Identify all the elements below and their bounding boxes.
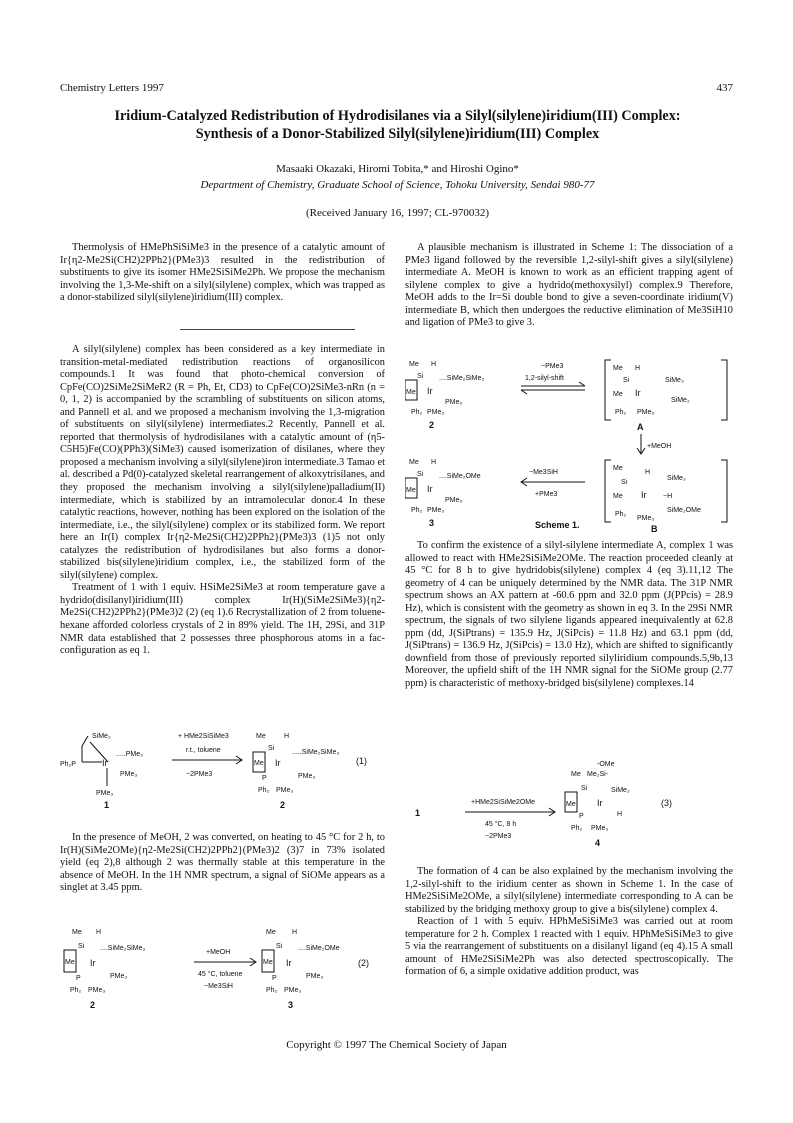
scheme-me-label: Me	[409, 459, 419, 466]
eq2-conditions: 45 °C, toluene	[198, 971, 243, 978]
scheme-ir-label: Ir	[641, 490, 647, 500]
eq1-number: (1)	[356, 756, 367, 766]
scheme-intermediate-b: B	[651, 524, 658, 534]
eq1-pme3-label: PMe₃	[276, 787, 294, 794]
scheme-si-label: Si	[417, 373, 424, 380]
scheme-bracket-a-left	[605, 360, 611, 420]
journal-name: Chemistry Letters 1997	[60, 82, 164, 94]
eq1-h-label: H	[284, 733, 290, 740]
scheme-me-label: Me	[613, 493, 623, 500]
scheme-ph2-label: Ph₂	[411, 507, 423, 514]
eq1-reagent: + HMe2SiSiMe3	[178, 733, 229, 740]
eq3-pme3-label: PMe₃	[591, 825, 609, 832]
scheme-ir-label: Ir	[635, 388, 641, 398]
eq2-si-label: Si	[276, 943, 283, 950]
eq1-conditions: r.t., toluene	[186, 747, 221, 754]
eq2-me-label: Me	[266, 929, 276, 936]
eq2-ph2-label: Ph₂	[266, 987, 278, 994]
scheme-si-label: Si	[623, 377, 630, 384]
scheme-si-label: Si	[621, 479, 628, 486]
eq2-h-label: H	[96, 929, 102, 936]
scheme-ph2-label: Ph₂	[411, 409, 423, 416]
eq2-pme3-label: PMe₃	[284, 987, 302, 994]
equation-3	[405, 758, 735, 858]
scheme-h-label: −H	[663, 493, 673, 500]
eq1-ir-label: Ir	[275, 758, 281, 768]
scheme-sime2ome-label: SiMe₂OMe	[667, 507, 701, 514]
eq1-me-label: Me	[254, 760, 264, 767]
eq2-me-label: Me	[263, 959, 273, 966]
authors: Masaaki Okazaki, Hiromi Tobita,* and Hiroshi Ogino*	[276, 163, 519, 175]
equation-1	[60, 728, 390, 824]
scheme-compound-2: 2	[429, 420, 435, 430]
scheme-me-label: Me	[409, 361, 419, 368]
eq1-loss: −2PMe3	[186, 771, 213, 778]
scheme-arrowhead	[579, 382, 585, 386]
equation-2	[60, 924, 390, 1034]
eq2-me-label: Me	[72, 929, 82, 936]
eq1-pme3-label: PMe₃	[298, 773, 316, 780]
scheme-h-label: H	[645, 469, 651, 476]
eq1-compound-2: 2	[280, 800, 286, 810]
eq2-h-label: H	[292, 929, 298, 936]
eq3-me2si-label: Me₂Si-	[587, 771, 608, 778]
left-paragraph-3: In the presence of MeOH, 2 was converted, on heating to 45 °C for 2 h, to Ir(H)(SiMe2OMe){η2-Me2Si(CH2)2PPh2}(PMe3)2 (3)7 in 73% isolated yield (eq 2),8 although 2 was thermally stable at this temperature in the absence of MeOH. In the 1H NMR spectrum, a signal of SiOMe appears as a singlet at 3.45 ppm.	[60, 832, 385, 894]
scheme-1	[405, 356, 735, 534]
scheme-arrowhead	[521, 390, 527, 394]
eq1-ph2-label: Ph₂	[258, 787, 270, 794]
right-column-body-3	[405, 866, 733, 979]
eq2-pme3-label: PMe₃	[88, 987, 106, 994]
eq3-number: (3)	[661, 798, 672, 808]
eq1-pme3-label: PMe₃	[120, 771, 138, 778]
eq1-me-label: Me	[256, 733, 266, 740]
scheme-bracket-a-right	[721, 360, 727, 420]
eq2-ir-label: Ir	[90, 958, 96, 968]
eq1-ir-label: Ir	[102, 758, 108, 768]
eq3-ome-label: -OMe	[597, 761, 615, 768]
scheme-minus-pme3: −PMe3	[541, 363, 564, 370]
scheme-me-label: Me	[406, 389, 416, 396]
scheme-me-label: Me	[613, 465, 623, 472]
scheme-compound-3: 3	[429, 518, 435, 528]
eq2-sime2sime3-label: ....SiMe₂SiMe₃	[100, 945, 146, 952]
left-column-body	[60, 344, 385, 658]
scheme-bracket-b-right	[721, 460, 727, 522]
eq1-pme3-label: .....PMe₃	[116, 751, 143, 758]
abstract-divider	[180, 329, 355, 330]
scheme-plus-pme3: +PMe3	[535, 491, 558, 498]
eq1-sime2sime3-label: .....SiMe₂SiMe₃	[292, 749, 340, 756]
right-paragraph-1: A plausible mechanism is illustrated in Scheme 1: The dissociation of a PMe3 ligand followed by the reversible 1,2-silyl-shift gives a silyl(silylene) intermediate A. MeOH is known to work as an efficient trapping agent of silylene complex to give a hydrido(methoxysilyl) complex.9 Therefore, MeOH adds to the Ir=Si double bond to give a seven-coordinate iridium(V) intermediate B, which then undergoes the reductive elimination of Me3SiH10 and ligation of PMe3 to give 3.	[405, 242, 733, 329]
eq3-sime2-label: SiMe₂	[611, 787, 630, 794]
eq2-compound-3: 3	[288, 1000, 294, 1010]
scheme-meoh: +MeOH	[647, 443, 672, 450]
left-column-body-2	[60, 832, 385, 895]
eq3-compound-4: 4	[595, 838, 601, 848]
article-title-line-1: Iridium-Catalyzed Redistribution of Hydrodisilanes via a Silyl(silylene)iridium(III) Complex:	[114, 108, 681, 124]
scheme-ph2-label: Ph₂	[615, 409, 627, 416]
scheme-pme3-label: PMe₃	[637, 515, 655, 522]
eq1-pme3-label: PMe₃	[96, 790, 114, 797]
right-paragraph-3: The formation of 4 can be also explained by the mechanism involving the 1,2-silyl-shift to the iridium center as shown in Scheme 1. In the case of HMe2SiSiMe2OMe, a silyl(silylene) intermediate corresponding to A can be stabilized by the bridging methoxy group to give a bis(silylene) complex 4.	[405, 866, 733, 915]
scheme-sime3-label: SiMe₃	[665, 377, 684, 384]
eq3-loss: −2PMe3	[485, 833, 512, 840]
eq2-compound-2: 2	[90, 1000, 96, 1010]
eq1-compound-1: 1	[104, 800, 110, 810]
page-number: 437	[716, 82, 733, 94]
scheme-me-label: Me	[613, 391, 623, 398]
scheme-h-label: H	[635, 365, 641, 372]
scheme-shift-label: 1,2-silyl-shift	[525, 375, 564, 382]
eq1-si-label: Si	[268, 745, 275, 752]
scheme-caption: Scheme 1.	[535, 520, 580, 530]
scheme-sime3-label: SiMe₃	[667, 475, 686, 482]
eq2-p-label: P	[272, 975, 277, 982]
eq3-p-label: P	[579, 813, 584, 820]
eq2-si-label: Si	[78, 943, 85, 950]
eq2-ph2-label: Ph₂	[70, 987, 82, 994]
affiliation: Department of Chemistry, Graduate School of Science, Tohoku University, Sendai 980-77	[200, 179, 595, 191]
eq2-loss: −Me3SiH	[204, 983, 233, 990]
right-paragraph-2: To confirm the existence of a silyl-silylene intermediate A, complex 1 was allowed to react with HMe2SiSiMe2OMe. The reaction proceeded cleanly at 45 °C for 8 h to give hydridobis(silylene) complex 4 (eq 3).11,12 The geometry of 4 can be uniquely determined by the NMR data. The 31P NMR spectrum shows an AX pattern at -60.6 ppm and 32.0 ppm (J(PPcis) = 28.9 Hz), which is consistent with the geometry as shown in eq 3. In the 29Si NMR spectrum, the signals of two silylene ligands appeared inequivalently at 62.8 ppm (dd, J(SiPtrans) = 135.9 Hz, J(SiPcis) = 11.8 Hz) and 63.1 ppm (dd, J(SiPtrans) = 136.9 Hz, J(SiPcis) = 13.0 Hz), which are shifted to significantly downfield from those of previously reported silyliridium compounds.5,9b,13 Moreover, the upfield shift of the 1H NMR signal for the SiOMe group (2.77 ppm) is characteristic of methoxy-bridged bis(silylene) complexes.14	[405, 540, 733, 690]
scheme-h-label: H	[431, 459, 437, 466]
eq2-p-label: P	[76, 975, 81, 982]
eq3-ph2-label: Ph₂	[571, 825, 583, 832]
eq3-me-label: Me	[566, 801, 576, 808]
right-paragraph-4: Reaction of 1 with 5 equiv. HPhMeSiSiMe3 was carried out at room temperature for 2 h. Complex 1 reacted with 1 equiv. HPhMeSiSiMe3 to give 5 via the rearrangement of substituents on a disilanyl ligand (eq 4).15 A small amount of HMe2SiSiMe2Ph was also detected spectroscopically. The formation of 6, a simple oxidative addition product, was	[405, 916, 733, 978]
scheme-ir-label: Ir	[427, 386, 433, 396]
eq3-me-label: Me	[571, 771, 581, 778]
eq2-number: (2)	[358, 958, 369, 968]
eq2-sime2ome-label: ....SiMe₂OMe	[298, 945, 340, 952]
scheme-pme3-label: PMe₃	[427, 507, 445, 514]
scheme-ir-label: Ir	[427, 484, 433, 494]
scheme-h-label: H	[431, 361, 437, 368]
right-column-body-2	[405, 540, 733, 691]
left-paragraph-1: A silyl(silylene) complex has been considered as a key intermediate in transition-metal-mediated redistribution reactions of organosilicon compounds.1 It was found that photo-chemical conversion of CpFe(CO)2SiMe2SiMeR2 (R = Ph, Et, CD3) to CpFe(CO)2SiMe3-nRn (n = 0, 1, 2) is accompanied by the scrambling of substituents on silicon atoms, and Pannell et al. and we proposed a mechanism involving the 1,3-migration of substituents on silyl(silylene) intermediates.2 Recently, Pannell et al. reported that thermolysis of hydrodisilanes with a catalytic amount of (η5-C5H5)Fe(CO)(PPh3)(SiMe3) caused isomerization of disilanes, where they proposed a mechanism involving a silyl(silylene)iron intermediate.3 Tamao et al. described a Pd(0)-catalyzed skeletal rearrangement of alkoxytrisilanes, and they proposed the mechanism involving a silyl(silylene)palladium(II) intermediate, which is stabilized by an intramolecular donor.4 In these catalytic reactions, however, nothing has been explored on the isolation of the intermediate, i.e., the silyl(silylene) complex or its stabilized form. We report here an Ir(I) complex Ir{η2-Me2Si(CH2)2PPh2}(PMe3)3 (1)5 not only catalyzes the redistribution of hydrodisilanes but also forms a donor-stabilized bis(silylene)iridium complex, i.e., the stabilized form of the silyl(silylene) complex.	[60, 344, 385, 581]
eq2-pme3-label: PMe₃	[110, 973, 128, 980]
eq2-me-label: Me	[65, 959, 75, 966]
eq2-pme3-label: PMe₃	[306, 973, 324, 980]
article-title-line-2: Synthesis of a Donor-Stabilized Silyl(silylene)iridium(III) Complex	[195, 126, 600, 142]
scheme-minus-me3sih: −Me3SiH	[529, 469, 558, 476]
eq1-p-label: P	[262, 775, 267, 782]
received-date: (Received January 16, 1997; CL-970032)	[306, 207, 489, 219]
eq1-chelate-ring	[82, 736, 88, 762]
eq3-conditions: 45 °C, 8 h	[485, 821, 517, 828]
copyright-footer: Copyright © 1997 The Chemical Society of Japan	[286, 1039, 507, 1051]
abstract-text: Thermolysis of HMePhSiSiMe3 in the presence of a catalytic amount of Ir{η2-Me2Si(CH2)2PPh2}(PMe3)3 resulted in the redistribution of substituents to give its isomer HMe2SiSiMe2Ph. We propose the mechanism involving the 1,3-Me-shift on a silyl(silylene) complex, which was trapped as a donor-stabilized silyl(silylene)iridium(III) complex.	[60, 242, 385, 304]
eq3-reagent: +HMe2SiSiMe2OMe	[471, 799, 535, 806]
scheme-sime2sime3-label: ....SiMe₂SiMe₃	[439, 375, 485, 382]
scheme-sime2-label: SiMe₂	[671, 397, 690, 404]
eq3-ir-label: Ir	[597, 798, 603, 808]
scheme-bracket-b-left	[605, 460, 611, 522]
abstract	[60, 242, 385, 305]
scheme-me-label: Me	[406, 487, 416, 494]
scheme-pme3-label: PMe₃	[637, 409, 655, 416]
scheme-si-label: Si	[417, 471, 424, 478]
left-paragraph-2: Treatment of 1 with 1 equiv. HSiMe2SiMe3 at room temperature gave a hydrido(disilanyl)iridium(III) complex Ir(H)(SiMe2SiMe3){η2-Me2Si(CH2)2PPh2}(PMe3)2 (2) (eq 1).6 Recrystallization of 2 from toluene-hexane afforded colorless crystals of 2 in 89% yield. The 1H, 29Si, and 31P NMR data established that 2 possesses three phosphorous atoms in a fac-configuration as eq 1.	[60, 582, 385, 657]
eq2-reagent: +MeOH	[206, 949, 231, 956]
scheme-me-label: Me	[613, 365, 623, 372]
scheme-pme3-label: PMe₃	[445, 497, 463, 504]
eq3-compound-1: 1	[415, 808, 421, 818]
eq2-ir-label: Ir	[286, 958, 292, 968]
scheme-sime2ome-label: ....SiMe₂OMe	[439, 473, 481, 480]
scheme-intermediate-a: A	[637, 422, 644, 432]
eq1-ph2p-label: Ph₂P	[60, 761, 76, 768]
scheme-pme3-label: PMe₃	[427, 409, 445, 416]
eq3-si-label: Si	[581, 785, 588, 792]
eq1-sime2-label: SiMe₂	[92, 733, 111, 740]
right-column-body	[405, 242, 733, 330]
eq3-h-label: H	[617, 811, 623, 818]
scheme-ph2-label: Ph₂	[615, 511, 627, 518]
scheme-pme3-label: PMe₃	[445, 399, 463, 406]
